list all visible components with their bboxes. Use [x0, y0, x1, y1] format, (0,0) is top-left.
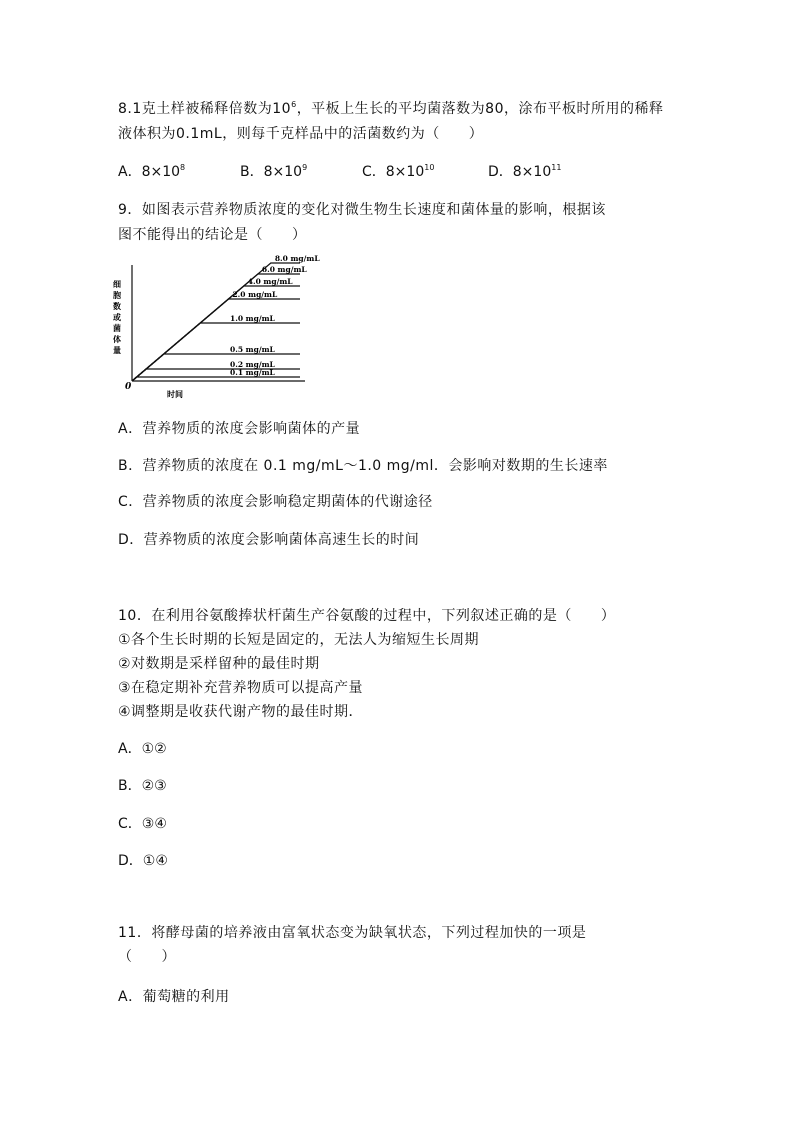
series-label: 4.0 mg/mL: [247, 277, 293, 286]
series-label: 6.0 mg/mL: [261, 265, 307, 274]
q8-exponent: 6: [291, 100, 297, 109]
series-line: [132, 286, 300, 381]
q8-option-c-label: C．8×10: [362, 164, 425, 180]
series-label: 0.2 mg/mL: [230, 360, 275, 369]
series-line: [132, 377, 300, 381]
q8-line1-text-b: ，平板上生长的平均菌落数为80，涂布平板时所用的稀释: [296, 101, 664, 117]
y-axis-label: [113, 279, 122, 355]
series-label: 0.5 mg/mL: [230, 345, 275, 354]
series-label: 0.1 mg/mL: [230, 368, 275, 377]
series-line: [132, 369, 300, 381]
y-axis-label-char: 细: [113, 279, 121, 289]
q9-stem-line2: 图不能得出的结论是（ ）: [118, 227, 307, 243]
q10-option-c: C．③④: [118, 816, 167, 832]
y-axis-label-char: 或: [113, 312, 121, 322]
q8-option-d-exp: 11: [551, 163, 562, 172]
q9-option-a: A．营养物质的浓度会影响菌体的产量: [118, 421, 361, 437]
q11-stem-line2: （ ）: [118, 949, 176, 965]
q8-option-c: [362, 161, 434, 181]
q10-option-b: B．②③: [118, 778, 167, 794]
q8-option-d-label: D．8×10: [488, 164, 552, 180]
q11-option-a: A．葡萄糖的利用: [118, 989, 230, 1005]
q10-option-a: A．①②: [118, 741, 167, 757]
q10-statement-2: ②对数期是采样留种的最佳时期: [118, 656, 320, 672]
q8-stem-line1: [118, 98, 664, 118]
series-label: 1.0 mg/mL: [230, 314, 275, 323]
series-label: 2.0 mg/mL: [232, 290, 278, 299]
q10-statement-4: ④调整期是收获代谢产物的最佳时期．: [118, 704, 364, 720]
q10-stem: 10．在利用谷氨酸捧状杆菌生产谷氨酸的过程中，下列叙述正确的是（ ）: [118, 608, 616, 624]
q8-option-a-label: A．8×10: [118, 164, 181, 180]
q9-stem-line1: 9．如图表示营养物质浓度的变化对微生物生长速度和菌体量的影响，根据该: [118, 202, 606, 218]
growth-curve-chart: [110, 255, 320, 400]
y-axis-label-char: 数: [113, 301, 121, 311]
q9-option-c: C．营养物质的浓度会影响稳定期菌体的代谢途径: [118, 494, 433, 510]
q10-option-d: D．①④: [118, 853, 168, 869]
q8-line1-text: 8.1克土样被稀释倍数为10: [118, 101, 292, 117]
q8-stem-line2: 液体积为0.1mL，则每千克样品中的活菌数约为（ ）: [118, 126, 484, 142]
q8-option-d: [488, 161, 561, 181]
series-line: [132, 323, 300, 381]
y-axis-label-char: 体: [113, 334, 121, 344]
series-label: 8.0 mg/mL: [274, 255, 320, 263]
q10-statement-3: ③在稳定期补充营养物质可以提高产量: [118, 680, 364, 696]
origin-label: 0: [125, 382, 132, 392]
q8-option-b-label: B．8×10: [240, 164, 303, 180]
y-axis-label-char: 菌: [113, 323, 121, 333]
q9-option-b: B．营养物质的浓度在 0.1 mg/mL～1.0 mg/ml．会影响对数期的生长速率: [118, 458, 608, 474]
series-group: [132, 255, 320, 381]
y-axis-label-char: 胞: [113, 290, 121, 300]
q8-option-a: [118, 161, 185, 181]
x-axis-label: 时间: [167, 389, 183, 399]
y-axis-label-char: 量: [113, 345, 121, 355]
q9-option-d: D．营养物质的浓度会影响菌体高速生长的时间: [118, 532, 420, 548]
q8-option-b: [240, 161, 307, 181]
q8-option-a-exp: 8: [180, 163, 186, 172]
q8-option-c-exp: 10: [424, 163, 435, 172]
q8-option-b-exp: 9: [302, 163, 308, 172]
q11-stem-line1: 11．将酵母菌的培养液由富氧状态变为缺氧状态，下列过程加快的一项是: [118, 925, 587, 941]
q10-statement-1: ①各个生长时期的长短是固定的，无法人为缩短生长周期: [118, 632, 480, 648]
